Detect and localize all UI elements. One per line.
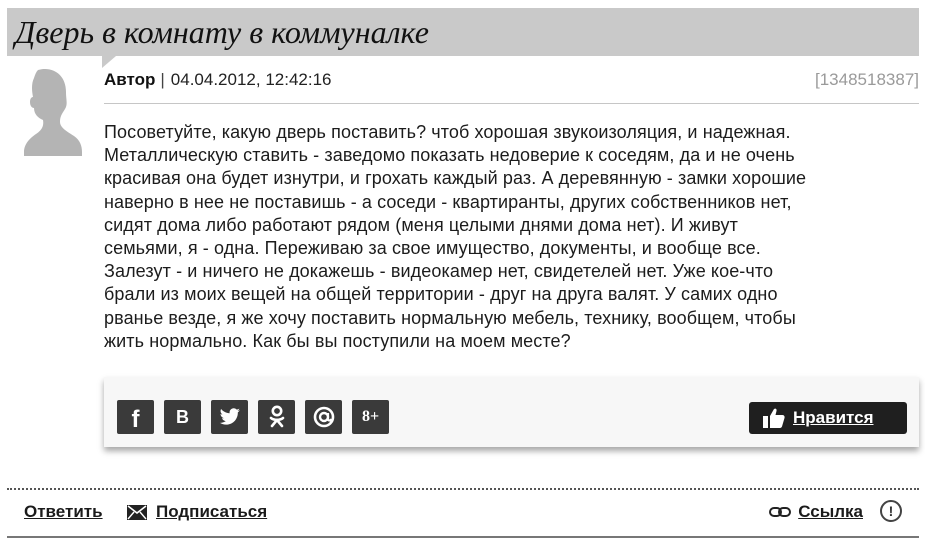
- thumbs-up-icon: [763, 408, 785, 428]
- share-facebook-button[interactable]: [117, 400, 154, 434]
- mailru-icon: [312, 405, 336, 429]
- post-actions-bar: [7, 500, 919, 526]
- actions-bottom-divider: [7, 536, 919, 538]
- post-line: семьями, я - одна. Переживаю за свое имущество, документы, и вообще все.: [104, 238, 761, 259]
- report-icon[interactable]: !: [880, 500, 902, 522]
- post-line: Посоветуйте, какую дверь поставить? чтоб хорошая звукоизоляция, и надежная.: [104, 122, 791, 142]
- share-twitter-button[interactable]: [211, 400, 248, 434]
- share-odnoklassniki-button[interactable]: [258, 400, 295, 434]
- permalink-wrap[interactable]: [769, 502, 863, 522]
- googleplus-icon: 8+: [361, 408, 380, 425]
- meta-separator: |: [160, 70, 165, 89]
- like-button-label: Нравится: [793, 408, 874, 427]
- post-line: сидят дома либо работают рядом (меня целыми днями дома нет). И живут: [104, 214, 738, 235]
- thread-title: Дверь в комнату в коммуналке: [15, 14, 429, 50]
- post-id: [1348518387]: [815, 70, 919, 89]
- post-meta: [104, 68, 919, 94]
- post-line: брали из моих вещей на общей территории - друг на друга валят. У самих одно: [104, 284, 778, 305]
- thread-title-bar: [7, 8, 919, 56]
- post-datetime: 04.04.2012, 12:42:16: [170, 70, 332, 89]
- odnoklassniki-icon: [268, 405, 286, 429]
- share-mailru-button[interactable]: [305, 400, 342, 434]
- vkontakte-icon: B: [176, 406, 189, 427]
- post-body: [104, 121, 919, 353]
- mail-icon: [127, 505, 147, 520]
- share-icons: [117, 400, 389, 434]
- share-googleplus-button[interactable]: [352, 400, 389, 434]
- subscribe-link[interactable]: Подписаться: [156, 502, 268, 521]
- twitter-icon: [219, 408, 241, 426]
- author-avatar: [8, 66, 90, 156]
- facebook-icon: f: [131, 406, 140, 433]
- meta-divider: [104, 103, 919, 104]
- post-line: жить нормально. Как бы вы поступили на моем месте?: [104, 330, 571, 351]
- user-silhouette-icon: [8, 66, 90, 156]
- reply-link[interactable]: Ответить: [24, 502, 103, 521]
- subscribe-link-wrap[interactable]: [127, 502, 267, 522]
- share-vkontakte-button[interactable]: [164, 400, 201, 434]
- actions-top-divider: [7, 488, 919, 490]
- title-bar-notch: [102, 56, 116, 68]
- post-line: Металлическую ставить - заведомо показать недоверие к соседям, да и не очень: [104, 145, 795, 166]
- permalink-link[interactable]: Ссылка: [798, 502, 863, 521]
- post-line: наверно в нее не поставишь - а соседи - квартиранты, других собственников нет,: [104, 191, 792, 212]
- chain-link-icon: [769, 506, 791, 518]
- share-panel: [104, 377, 919, 447]
- post-line: красивая она будет изнутри, и грохать каждый раз. А деревянную - замки хорошие: [104, 168, 807, 189]
- like-button[interactable]: [749, 402, 907, 434]
- post-line: Залезут - и ничего не докажешь - видеокамер нет, свидетелей нет. Уже кое-что: [104, 261, 774, 282]
- author-name[interactable]: Автор: [104, 70, 156, 89]
- post-line: рванье везде, я же хочу поставить нормальную мебель, технику, вообщем, чтобы: [104, 307, 796, 328]
